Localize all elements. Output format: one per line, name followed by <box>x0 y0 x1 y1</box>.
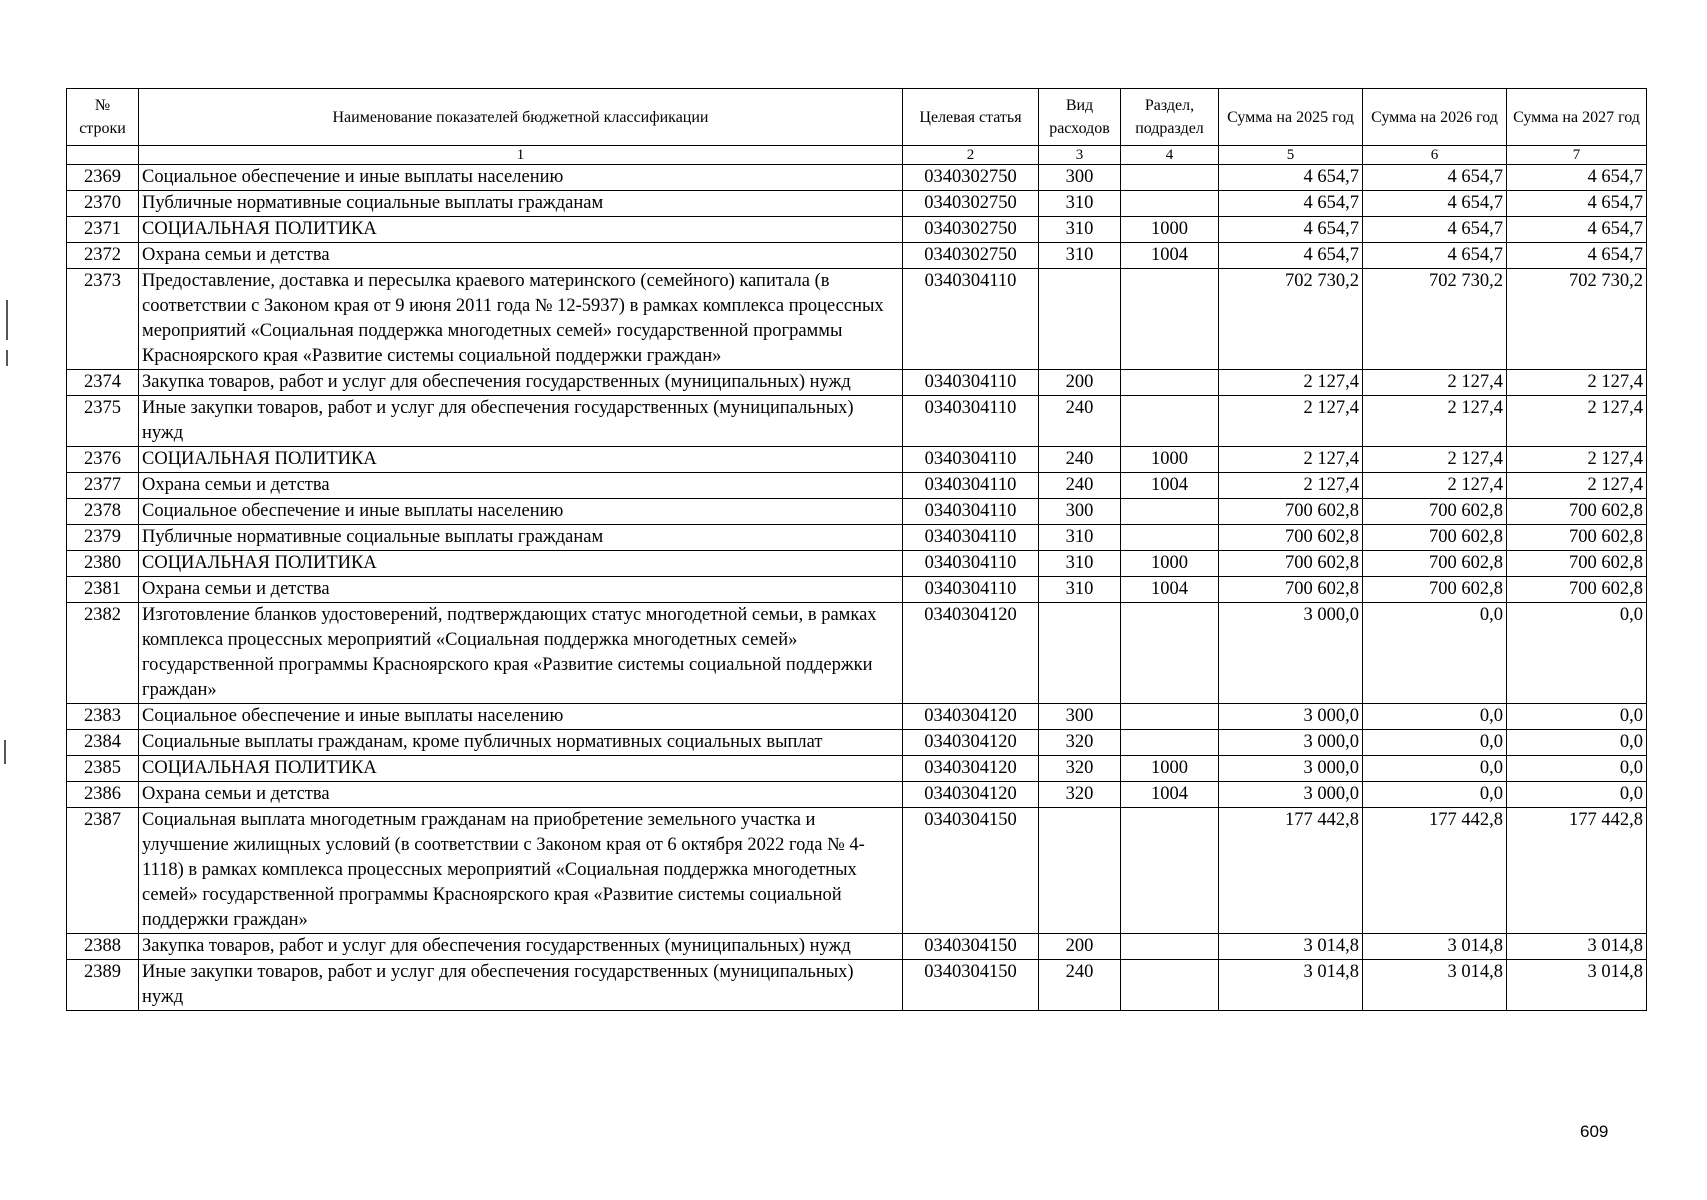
row-name: Охрана семьи и детства <box>139 473 903 499</box>
table-row <box>67 473 1647 499</box>
row-target-article: 0340304110 <box>903 370 1039 396</box>
row-sum-2025: 700 602,8 <box>1219 499 1363 525</box>
table-row <box>67 577 1647 603</box>
table-row <box>67 165 1647 191</box>
row-number: 2388 <box>67 934 139 960</box>
table-row <box>67 217 1647 243</box>
row-name: Социальные выплаты гражданам, кроме публичных нормативных социальных выплат <box>139 730 903 756</box>
row-sum-2025: 3 000,0 <box>1219 603 1363 704</box>
table-row <box>67 704 1647 730</box>
row-target-article: 0340302750 <box>903 191 1039 217</box>
row-sum-2026: 702 730,2 <box>1363 269 1507 370</box>
table-row <box>67 934 1647 960</box>
header-row-number: № строки <box>67 89 139 146</box>
page-number: 609 <box>1580 1122 1609 1141</box>
row-name: Социальное обеспечение и иные выплаты населению <box>139 499 903 525</box>
row-expense-type: 200 <box>1039 370 1121 396</box>
row-section: 1000 <box>1121 447 1219 473</box>
row-sum-2027: 4 654,7 <box>1507 217 1647 243</box>
row-sum-2027: 2 127,4 <box>1507 396 1647 447</box>
row-name: Закупка товаров, работ и услуг для обеспечения государственных (муниципальных) нужд <box>139 370 903 396</box>
table-row <box>67 269 1647 370</box>
row-number: 2383 <box>67 704 139 730</box>
row-section: 1004 <box>1121 782 1219 808</box>
row-sum-2027: 4 654,7 <box>1507 191 1647 217</box>
row-sum-2027: 0,0 <box>1507 603 1647 704</box>
row-expense-type: 320 <box>1039 756 1121 782</box>
row-section <box>1121 934 1219 960</box>
row-number: 2378 <box>67 499 139 525</box>
row-sum-2027: 2 127,4 <box>1507 447 1647 473</box>
row-expense-type: 300 <box>1039 165 1121 191</box>
row-sum-2025: 2 127,4 <box>1219 447 1363 473</box>
row-name: СОЦИАЛЬНАЯ ПОЛИТИКА <box>139 551 903 577</box>
row-name: Социальное обеспечение и иные выплаты населению <box>139 165 903 191</box>
column-number: 5 <box>1219 146 1363 165</box>
row-sum-2026: 177 442,8 <box>1363 808 1507 934</box>
column-number: 2 <box>903 146 1039 165</box>
row-section <box>1121 808 1219 934</box>
row-section <box>1121 269 1219 370</box>
column-number: 6 <box>1363 146 1507 165</box>
row-sum-2026: 4 654,7 <box>1363 191 1507 217</box>
row-target-article: 0340304110 <box>903 525 1039 551</box>
row-sum-2027: 0,0 <box>1507 730 1647 756</box>
row-name: Предоставление, доставка и пересылка краевого материнского (семейного) капитала (в соответствии с Законом края от 9 июня 2011 года № 12-5937) в рамках комплекса процессных мероприятий «Социальная поддержка многодетных семей» государственной программы Красноярского края «Развитие системы социальной поддержки граждан» <box>139 269 903 370</box>
row-sum-2026: 4 654,7 <box>1363 165 1507 191</box>
row-sum-2027: 700 602,8 <box>1507 577 1647 603</box>
row-sum-2027: 4 654,7 <box>1507 243 1647 269</box>
row-number: 2375 <box>67 396 139 447</box>
table-row <box>67 447 1647 473</box>
row-sum-2026: 0,0 <box>1363 730 1507 756</box>
row-sum-2026: 0,0 <box>1363 704 1507 730</box>
row-sum-2025: 2 127,4 <box>1219 473 1363 499</box>
row-sum-2025: 2 127,4 <box>1219 370 1363 396</box>
row-target-article: 0340304110 <box>903 269 1039 370</box>
row-sum-2027: 2 127,4 <box>1507 473 1647 499</box>
row-section: 1000 <box>1121 551 1219 577</box>
table-row <box>67 525 1647 551</box>
row-section <box>1121 603 1219 704</box>
row-number: 2382 <box>67 603 139 704</box>
header-expense-type: Вид расходов <box>1039 89 1121 146</box>
row-number: 2381 <box>67 577 139 603</box>
row-name: Социальное обеспечение и иные выплаты населению <box>139 704 903 730</box>
row-sum-2026: 3 014,8 <box>1363 934 1507 960</box>
row-name: Социальная выплата многодетным гражданам на приобретение земельного участка и улучшение жилищных условий (в соответствии с Законом края от 6 октября 2022 года № 4-1118) в рамках комплекса процессных мероприятий «Социальная поддержка многодетных семей» государственной программы Красноярского края «Развитие системы социальной поддержки граждан» <box>139 808 903 934</box>
row-target-article: 0340302750 <box>903 243 1039 269</box>
row-sum-2027: 2 127,4 <box>1507 370 1647 396</box>
table-row <box>67 396 1647 447</box>
row-sum-2026: 3 014,8 <box>1363 960 1507 1011</box>
table-row <box>67 191 1647 217</box>
row-expense-type: 240 <box>1039 960 1121 1011</box>
row-sum-2026: 700 602,8 <box>1363 499 1507 525</box>
row-target-article: 0340302750 <box>903 217 1039 243</box>
row-sum-2027: 700 602,8 <box>1507 551 1647 577</box>
row-name: Иные закупки товаров, работ и услуг для обеспечения государственных (муниципальных) нужд <box>139 960 903 1011</box>
column-number-empty <box>67 146 139 165</box>
row-sum-2026: 0,0 <box>1363 756 1507 782</box>
row-section <box>1121 730 1219 756</box>
row-name: Охрана семьи и детства <box>139 243 903 269</box>
table-row <box>67 551 1647 577</box>
table-row <box>67 603 1647 704</box>
row-sum-2025: 4 654,7 <box>1219 243 1363 269</box>
row-name: СОЦИАЛЬНАЯ ПОЛИТИКА <box>139 217 903 243</box>
row-target-article: 0340302750 <box>903 165 1039 191</box>
column-number: 7 <box>1507 146 1647 165</box>
header-sum-2025: Сумма на 2025 год <box>1219 89 1363 146</box>
row-sum-2025: 4 654,7 <box>1219 191 1363 217</box>
row-sum-2026: 2 127,4 <box>1363 370 1507 396</box>
table-row <box>67 960 1647 1011</box>
row-expense-type: 320 <box>1039 782 1121 808</box>
header-section: Раздел, подраздел <box>1121 89 1219 146</box>
row-name: Публичные нормативные социальные выплаты гражданам <box>139 191 903 217</box>
row-sum-2027: 700 602,8 <box>1507 525 1647 551</box>
row-sum-2027: 177 442,8 <box>1507 808 1647 934</box>
row-expense-type: 310 <box>1039 191 1121 217</box>
row-target-article: 0340304110 <box>903 577 1039 603</box>
budget-table <box>66 88 1647 1011</box>
row-number: 2372 <box>67 243 139 269</box>
row-sum-2025: 177 442,8 <box>1219 808 1363 934</box>
row-section: 1000 <box>1121 217 1219 243</box>
row-number: 2380 <box>67 551 139 577</box>
row-sum-2026: 2 127,4 <box>1363 473 1507 499</box>
row-number: 2387 <box>67 808 139 934</box>
column-number: 4 <box>1121 146 1219 165</box>
row-expense-type: 200 <box>1039 934 1121 960</box>
row-sum-2025: 3 000,0 <box>1219 782 1363 808</box>
row-target-article: 0340304150 <box>903 960 1039 1011</box>
row-expense-type: 240 <box>1039 447 1121 473</box>
row-expense-type: 300 <box>1039 499 1121 525</box>
margin-mark <box>4 740 6 764</box>
table-row <box>67 370 1647 396</box>
row-sum-2026: 700 602,8 <box>1363 551 1507 577</box>
row-target-article: 0340304120 <box>903 704 1039 730</box>
row-sum-2027: 700 602,8 <box>1507 499 1647 525</box>
row-sum-2025: 700 602,8 <box>1219 577 1363 603</box>
row-number: 2377 <box>67 473 139 499</box>
row-number: 2374 <box>67 370 139 396</box>
row-sum-2025: 702 730,2 <box>1219 269 1363 370</box>
row-sum-2027: 0,0 <box>1507 782 1647 808</box>
row-sum-2025: 3 000,0 <box>1219 704 1363 730</box>
row-section <box>1121 191 1219 217</box>
row-number: 2370 <box>67 191 139 217</box>
table-row <box>67 782 1647 808</box>
row-expense-type <box>1039 269 1121 370</box>
header-sum-2027: Сумма на 2027 год <box>1507 89 1647 146</box>
row-section <box>1121 525 1219 551</box>
row-section <box>1121 396 1219 447</box>
row-target-article: 0340304110 <box>903 499 1039 525</box>
row-expense-type <box>1039 808 1121 934</box>
row-sum-2027: 0,0 <box>1507 756 1647 782</box>
table-row <box>67 499 1647 525</box>
row-section: 1000 <box>1121 756 1219 782</box>
row-sum-2026: 0,0 <box>1363 603 1507 704</box>
row-sum-2026: 700 602,8 <box>1363 577 1507 603</box>
row-section <box>1121 960 1219 1011</box>
row-name: СОЦИАЛЬНАЯ ПОЛИТИКА <box>139 756 903 782</box>
row-sum-2027: 3 014,8 <box>1507 934 1647 960</box>
row-name: Публичные нормативные социальные выплаты гражданам <box>139 525 903 551</box>
row-target-article: 0340304150 <box>903 934 1039 960</box>
row-number: 2384 <box>67 730 139 756</box>
row-sum-2025: 2 127,4 <box>1219 396 1363 447</box>
row-expense-type: 320 <box>1039 730 1121 756</box>
table-row <box>67 243 1647 269</box>
row-name: Иные закупки товаров, работ и услуг для обеспечения государственных (муниципальных) нужд <box>139 396 903 447</box>
row-section <box>1121 499 1219 525</box>
row-section: 1004 <box>1121 577 1219 603</box>
row-sum-2026: 700 602,8 <box>1363 525 1507 551</box>
row-name: Изготовление бланков удостоверений, подтверждающих статус многодетной семьи, в рамках комплекса процессных мероприятий «Социальная поддержка многодетных семей» государственной программы Красноярского края «Развитие системы социальной поддержки граждан» <box>139 603 903 704</box>
row-expense-type: 310 <box>1039 217 1121 243</box>
row-number: 2386 <box>67 782 139 808</box>
row-expense-type: 310 <box>1039 577 1121 603</box>
row-target-article: 0340304150 <box>903 808 1039 934</box>
row-expense-type: 300 <box>1039 704 1121 730</box>
row-section <box>1121 704 1219 730</box>
row-expense-type: 240 <box>1039 396 1121 447</box>
table-body <box>67 165 1647 1011</box>
table-row <box>67 808 1647 934</box>
row-sum-2026: 0,0 <box>1363 782 1507 808</box>
row-sum-2026: 4 654,7 <box>1363 243 1507 269</box>
row-expense-type: 310 <box>1039 551 1121 577</box>
column-number: 1 <box>139 146 903 165</box>
column-number: 3 <box>1039 146 1121 165</box>
column-number-row <box>67 146 1647 165</box>
table-header <box>67 89 1647 165</box>
row-section <box>1121 370 1219 396</box>
header-name: Наименование показателей бюджетной классификации <box>139 89 903 146</box>
row-name: Охрана семьи и детства <box>139 577 903 603</box>
row-sum-2025: 3 000,0 <box>1219 730 1363 756</box>
row-target-article: 0340304110 <box>903 473 1039 499</box>
row-sum-2027: 702 730,2 <box>1507 269 1647 370</box>
row-expense-type: 240 <box>1039 473 1121 499</box>
row-section <box>1121 165 1219 191</box>
row-number: 2389 <box>67 960 139 1011</box>
row-target-article: 0340304120 <box>903 756 1039 782</box>
row-sum-2025: 700 602,8 <box>1219 525 1363 551</box>
row-sum-2027: 4 654,7 <box>1507 165 1647 191</box>
row-name: Закупка товаров, работ и услуг для обеспечения государственных (муниципальных) нужд <box>139 934 903 960</box>
row-target-article: 0340304110 <box>903 396 1039 447</box>
table-row <box>67 730 1647 756</box>
row-sum-2025: 4 654,7 <box>1219 165 1363 191</box>
row-sum-2025: 700 602,8 <box>1219 551 1363 577</box>
row-number: 2371 <box>67 217 139 243</box>
row-expense-type: 310 <box>1039 525 1121 551</box>
margin-mark <box>6 350 8 366</box>
row-name: СОЦИАЛЬНАЯ ПОЛИТИКА <box>139 447 903 473</box>
row-number: 2379 <box>67 525 139 551</box>
row-target-article: 0340304110 <box>903 447 1039 473</box>
row-section: 1004 <box>1121 243 1219 269</box>
row-sum-2026: 2 127,4 <box>1363 447 1507 473</box>
row-sum-2026: 4 654,7 <box>1363 217 1507 243</box>
row-sum-2025: 3 000,0 <box>1219 756 1363 782</box>
row-sum-2027: 0,0 <box>1507 704 1647 730</box>
row-number: 2369 <box>67 165 139 191</box>
row-expense-type: 310 <box>1039 243 1121 269</box>
header-sum-2026: Сумма на 2026 год <box>1363 89 1507 146</box>
row-target-article: 0340304110 <box>903 551 1039 577</box>
row-sum-2026: 2 127,4 <box>1363 396 1507 447</box>
row-expense-type <box>1039 603 1121 704</box>
header-target-article: Целевая статья <box>903 89 1039 146</box>
row-target-article: 0340304120 <box>903 782 1039 808</box>
row-sum-2027: 3 014,8 <box>1507 960 1647 1011</box>
row-section: 1004 <box>1121 473 1219 499</box>
row-number: 2376 <box>67 447 139 473</box>
row-sum-2025: 3 014,8 <box>1219 934 1363 960</box>
row-sum-2025: 3 014,8 <box>1219 960 1363 1011</box>
row-target-article: 0340304120 <box>903 603 1039 704</box>
row-sum-2025: 4 654,7 <box>1219 217 1363 243</box>
row-number: 2373 <box>67 269 139 370</box>
margin-mark <box>6 300 8 340</box>
row-number: 2385 <box>67 756 139 782</box>
table-row <box>67 756 1647 782</box>
row-name: Охрана семьи и детства <box>139 782 903 808</box>
row-target-article: 0340304120 <box>903 730 1039 756</box>
